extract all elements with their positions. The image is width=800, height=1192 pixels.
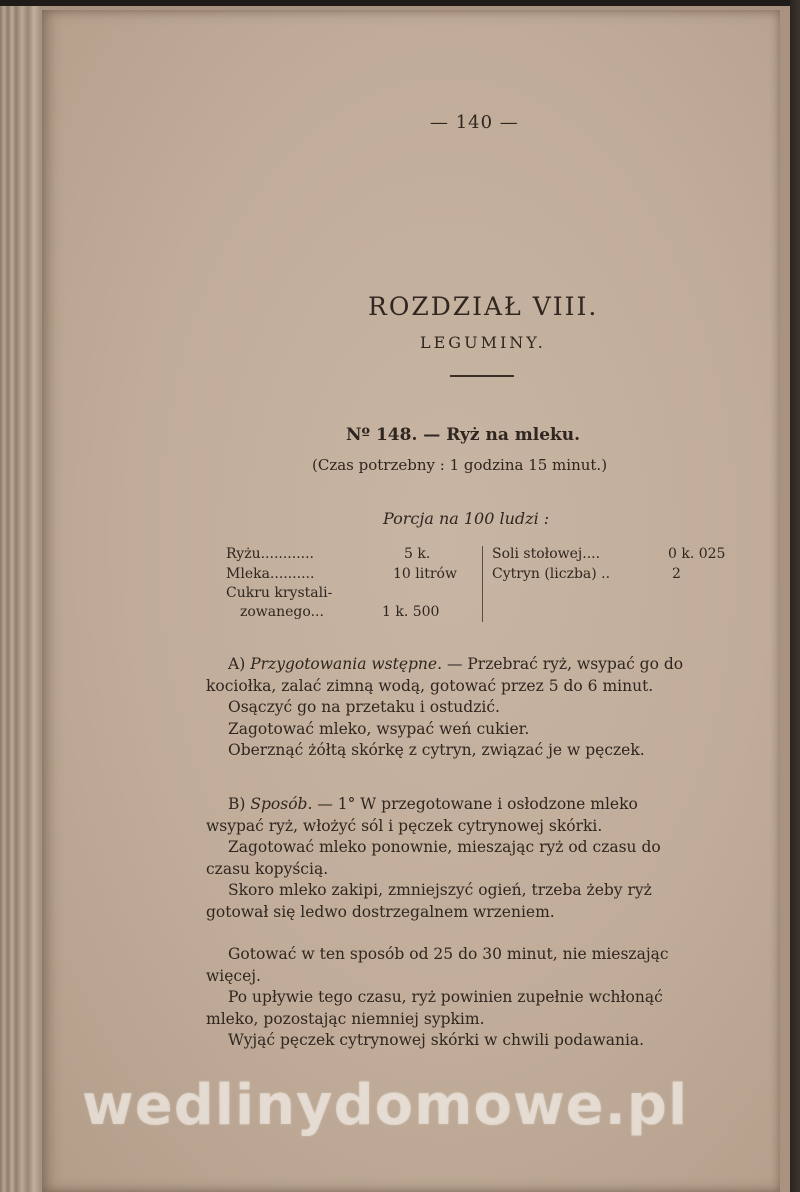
portion-heading: Porcja na 100 ludzi : [383, 509, 550, 528]
recipe-title: Nº 148. — Ryż na mleku. [346, 425, 581, 445]
section-a-line: — Przebrać ryż, wsypać go do [446, 655, 684, 673]
closing-line: Po upływie tego czasu, ryż powinien zupełnie wchłonąć [228, 988, 663, 1006]
section-a-line: Oberznąć żółtą skórkę z cytryn, związać je w pęczek. [228, 741, 645, 759]
section-a-line: kociołka, zalać zimną wodą, gotować przez 5 do 6 minut. [206, 676, 654, 695]
section-a-paragraph [206, 654, 683, 762]
section-b-label: B) [228, 795, 246, 813]
section-b-line: Zagotować mleko ponownie, mieszając ryż od czasu do [228, 838, 661, 856]
ingredients-column-divider [482, 546, 483, 622]
closing-paragraph [206, 944, 669, 1052]
ingredient-name: Mleka.......... [226, 566, 315, 582]
watermark: wedlinydomowe.pl [82, 1073, 689, 1138]
page-number: — 140 — [430, 112, 519, 133]
closing-line: mleko, pozostając niemniej sypkim. [206, 1009, 485, 1028]
section-b-paragraph [206, 794, 661, 923]
section-a-label: A) [228, 655, 246, 673]
ingredient-name: zowanego... [240, 604, 324, 620]
closing-line: Wyjąć pęczek cytrynowej skórki w chwili podawania. [228, 1031, 645, 1049]
ingredient-name: Cytryn (liczba) .. [492, 566, 611, 582]
chapter-divider-rule [450, 375, 514, 377]
recipe-time: (Czas potrzebny : 1 godzina 15 minut.) [312, 456, 608, 474]
chapter-title: ROZDZIAŁ VIII. [368, 292, 599, 321]
closing-line: Gotować w ten sposób od 25 do 30 minut, nie mieszając [228, 945, 669, 963]
ingredient-qty: 1 k. 500 [382, 604, 440, 620]
ingredient-qty: 2 [672, 566, 681, 582]
ingredient-qty: 10 litrów [393, 566, 457, 582]
ingredient-qty: 0 k. 025 [668, 546, 726, 562]
ingredient-name: Ryżu............ [226, 546, 314, 562]
section-b-line: Skoro mleko zakipi, zmniejszyć ogień, trzeba żeby ryż [228, 881, 652, 899]
chapter-subtitle: LEGUMINY. [420, 333, 546, 352]
section-b-line: czasu kopyścią. [206, 859, 329, 878]
section-a-line: Zagotować mleko, wsypać weń cukier. [228, 719, 530, 738]
closing-line: więcej. [206, 966, 261, 985]
book-gutter-right [790, 0, 800, 1192]
ingredient-name: Soli stołowej.... [492, 546, 601, 562]
section-b-heading: Sposób. [250, 795, 313, 813]
section-b-line: wsypać ryż, włożyć sól i pęczek cytrynowej skórki. [206, 816, 603, 835]
section-a-heading: Przygotowania wstępne. [250, 655, 443, 673]
section-b-line: — 1° W przegotowane i osłodzone mleko [317, 795, 638, 813]
ingredient-qty: 5 k. [404, 546, 431, 562]
ingredient-name: Cukru krystali- [226, 585, 333, 601]
section-b-line: gotował się ledwo dostrzegalnem wrzeniem. [206, 902, 555, 921]
section-a-line: Osączyć go na przetaku i ostudzić. [228, 698, 500, 716]
